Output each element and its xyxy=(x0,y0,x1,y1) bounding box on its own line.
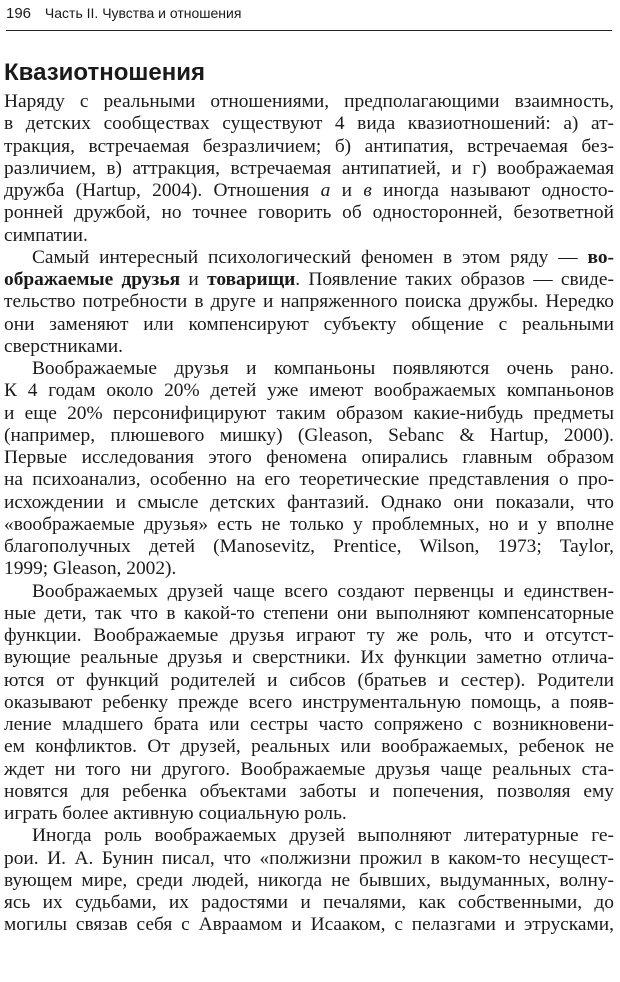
text-line xyxy=(4,136,614,158)
text-line xyxy=(4,781,614,803)
bold-term: товарищи xyxy=(207,269,296,290)
text-run: Воображаемых друзей чаще всего создают первенцы и единствен- xyxy=(32,580,614,602)
text-run: Самый интересный психологический феномен в этом ряду — xyxy=(32,246,588,268)
text-run: они заменяют или компенсируют субъекту общение с реальными xyxy=(4,313,614,335)
text-run: (например, плюшевого мишку) (Gleason, Sebanc & Hartup, 2000). xyxy=(4,424,614,446)
text-line xyxy=(4,336,614,358)
text-line xyxy=(4,291,614,313)
text-run: и xyxy=(180,269,208,290)
text-line xyxy=(4,625,614,647)
text-line xyxy=(4,536,614,558)
text-line xyxy=(4,113,614,135)
text-line xyxy=(4,180,614,202)
text-line xyxy=(4,91,614,113)
text-line xyxy=(4,581,614,603)
text-line xyxy=(4,447,614,469)
section-title: Квазиотношения xyxy=(4,59,205,86)
body-text xyxy=(4,91,614,937)
header-rule xyxy=(6,30,612,31)
text-run: симпатии. xyxy=(4,224,88,246)
text-run: ются от функций родителей и сибсов (братьев и сестер). Родители xyxy=(4,669,614,691)
text-line xyxy=(4,759,614,781)
text-run: различием, в) аттракция, встречаемая антипатией, и г) воображаемая xyxy=(4,157,614,179)
paragraph xyxy=(4,358,614,581)
text-line xyxy=(4,403,614,425)
text-line xyxy=(4,269,614,291)
text-run: исхождении и смысле детских фантазий. Однако они показали, что xyxy=(4,491,614,513)
paragraph xyxy=(4,581,614,826)
bold-term: ображаемые друзья xyxy=(4,269,181,290)
text-run: благополучных детей (Manosevitz, Prentice, Wilson, 1973; Taylor, xyxy=(4,536,614,557)
text-line xyxy=(4,314,614,336)
text-line xyxy=(4,914,614,936)
page-number: 196 xyxy=(6,5,32,22)
text-run: ясь их судьбами, их радостями и печалями, как собственными, до xyxy=(4,892,614,913)
text-run: Наряду с реальными отношениями, предполагающими взаимность, xyxy=(4,91,614,112)
text-line xyxy=(4,247,614,269)
text-run: иногда называют односто- xyxy=(371,180,614,201)
text-run: Первые исследования этого феномена опирались главным образом xyxy=(4,447,614,468)
text-line xyxy=(4,158,614,180)
paragraph xyxy=(4,825,614,936)
text-line xyxy=(4,358,614,380)
text-run: ждет ни того ни другого. Воображаемые друзья чаще реальных ста- xyxy=(4,758,614,780)
text-run: и xyxy=(330,180,364,201)
text-run: ные дети, так что в какой-то степени они выполняют компенсаторные xyxy=(4,602,614,624)
text-run: новятся для ребенка объектами заботы и попечения, позволяя ему xyxy=(4,780,614,802)
text-run: на психоанализ, особенно на его теоретические представления о про- xyxy=(4,469,614,491)
text-run: вующие реальные друзья и сверстники. Их функции заметно отлича- xyxy=(4,647,614,669)
text-line xyxy=(4,469,614,491)
text-run: ление младшего брата или сестры часто сопряжено с возникновени- xyxy=(4,714,614,735)
text-line xyxy=(4,670,614,692)
text-run: К 4 годам около 20% детей уже имеют воображаемых компаньонов xyxy=(4,380,614,402)
text-run: рои. И. А. Бунин писал, что «полжизни прожил в каком-то несущест- xyxy=(4,847,614,869)
text-run: функции. Воображаемые друзья играют ту же роль, что и отсутст- xyxy=(4,625,614,646)
text-line xyxy=(4,425,614,447)
text-line xyxy=(4,714,614,736)
text-run: и еще 20% персонифицируют таким образом какие-нибудь предметы xyxy=(4,402,614,424)
running-head xyxy=(6,4,241,23)
text-line xyxy=(4,514,614,536)
text-line xyxy=(4,202,614,224)
italic-letter: в xyxy=(363,180,372,201)
text-line xyxy=(4,848,614,870)
running-title: Часть II. Чувства и отношения xyxy=(44,5,242,21)
text-run: ем конфликтов. От друзей, реальных или воображаемых, ребенок не xyxy=(4,736,614,758)
text-line xyxy=(4,603,614,625)
text-run: оказывают ребенку прежде всего инструментальную помощь, а появ- xyxy=(4,691,614,713)
text-run: «воображаемые друзья» есть не только у проблемных, но и у вполне xyxy=(4,513,614,535)
text-line xyxy=(4,692,614,714)
text-run: ронней дружбой, но точнее говорить об односторонней, безответной xyxy=(4,202,614,224)
text-line xyxy=(4,647,614,669)
text-line xyxy=(4,492,614,514)
text-line xyxy=(4,892,614,914)
text-run: играть более активную социальную роль. xyxy=(4,803,347,824)
text-line xyxy=(4,225,614,247)
text-line xyxy=(4,736,614,758)
bold-term: во- xyxy=(587,246,614,268)
italic-letter: а xyxy=(320,180,331,201)
text-run: могилы связав себя с Авраамом и Исааком, с пелазгами и этрусками, xyxy=(4,914,614,936)
text-run: Воображаемые друзья и компаньоны появляются очень рано. xyxy=(32,358,614,379)
text-run: вующем мире, среди людей, никогда не бывших, выдуманных, волну- xyxy=(4,869,614,891)
text-run: сверстниками. xyxy=(4,335,124,357)
text-run: в детских сообществах существуют 4 вида квазиотношений: а) ат- xyxy=(4,113,614,135)
text-line xyxy=(4,825,614,847)
text-run: Иногда роль воображаемых друзей выполняют литературные ге- xyxy=(32,825,614,847)
text-run: тельство потребности в друге и напряженного поиска дружбы. Нередко xyxy=(4,291,614,313)
text-run: дружба (Hartup, 2004). Отношения xyxy=(4,180,321,201)
text-run: тракция, встречаемая безразличием; б) антипатия, встречаемая без- xyxy=(4,135,614,157)
text-line xyxy=(4,870,614,892)
text-line xyxy=(4,380,614,402)
text-line xyxy=(4,803,614,825)
paragraph xyxy=(4,91,614,247)
text-run: . Появление таких образов — свиде- xyxy=(295,269,614,290)
text-run: 1999; Gleason, 2002). xyxy=(4,558,177,580)
paragraph xyxy=(4,247,614,358)
text-line xyxy=(4,558,614,580)
